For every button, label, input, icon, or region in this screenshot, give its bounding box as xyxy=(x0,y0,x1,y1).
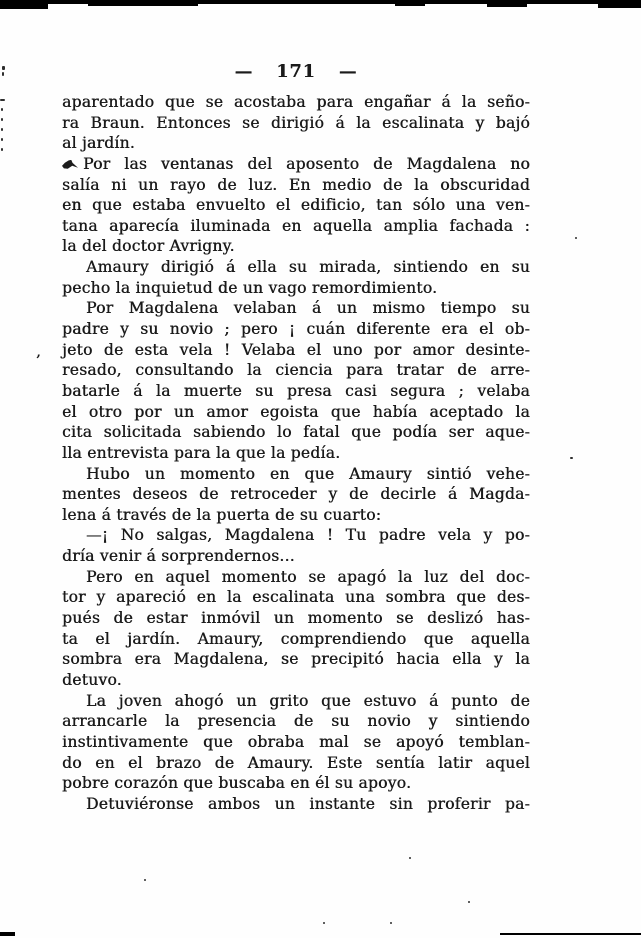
ink-flourish-icon xyxy=(62,160,78,170)
text-line: ra Braun. Entonces se dirigió á la escalinata y bajó xyxy=(62,113,530,132)
margin-comma-mark: , xyxy=(36,342,41,360)
text-line: pecho la inquietud de un vago remordimiento. xyxy=(62,278,438,297)
text-line: pués de estar inmóvil un momento se deslizó has- xyxy=(62,609,530,628)
scan-speck xyxy=(570,457,573,459)
text-line: sombra era Magdalena, se precipitó hacia ella y la xyxy=(62,650,530,669)
text-line: la del doctor Avrigny. xyxy=(62,237,235,256)
text-line: La joven ahogó un grito que estuvo á punto de xyxy=(86,691,530,710)
text-line: do en el brazo de Amaury. Este sentía latir aquel xyxy=(62,753,530,772)
scan-speck xyxy=(1,148,3,151)
page-number-header: — 171 — xyxy=(234,62,358,82)
text-line: Pero en aquel momento se apagó la luz del doc- xyxy=(86,567,530,586)
scan-speck xyxy=(390,922,392,924)
text-line: el otro por un amor egoista que había aceptado la xyxy=(62,402,530,421)
text-line: pobre corazón que buscaba en él su apoyo. xyxy=(62,774,412,793)
text-line: —¡ No salgas, Magdalena ! Tu padre vela y po- xyxy=(86,526,530,545)
scan-speck xyxy=(1,138,3,141)
scan-edge-artifact xyxy=(395,0,425,6)
scan-speck xyxy=(575,237,577,239)
text-line: dría venir á sorprendernos... xyxy=(62,547,295,566)
scan-speck xyxy=(2,72,4,76)
scan-edge-artifact-bottom-right xyxy=(500,933,641,935)
text-line: al jardín. xyxy=(62,134,135,153)
scan-speck xyxy=(323,922,325,924)
scan-speck xyxy=(468,901,470,903)
text-line: cita solicitada sabiendo lo fatal que podía ser aque- xyxy=(62,423,530,442)
scan-edge-artifact-top-left xyxy=(0,0,48,9)
scan-edge-artifact xyxy=(487,0,527,7)
scan-speck xyxy=(0,99,5,101)
text-line: salía ni un rayo de luz. En medio de la obscuridad xyxy=(62,175,530,194)
text-line: ta el jardín. Amaury, comprendiendo que aquella xyxy=(62,629,530,648)
text-line: en que estaba envuelto el edificio, tan sólo una ven- xyxy=(62,196,530,215)
text-line: padre y su novio ; pero ¡ cuán diferente era el ob- xyxy=(62,320,530,339)
text-line: instintivamente que obraba mal se apoyó temblan- xyxy=(62,732,530,751)
text-line: Hubo un momento en que Amaury sintió vehe- xyxy=(86,464,530,483)
text-line: Por Magdalena velaban á un mismo tiempo su xyxy=(86,299,530,318)
scan-edge-artifact-bottom-left xyxy=(0,932,15,936)
text-line: tana aparecía iluminada en aquella amplia fachada : xyxy=(62,216,530,235)
text-line: aparentado que se acostaba para engañar á la seño- xyxy=(62,93,530,111)
text-line xyxy=(62,154,530,175)
text-line: Amaury dirigió á ella su mirada, sintiendo en su xyxy=(86,258,530,277)
body-text-block xyxy=(36,92,530,814)
scan-speck xyxy=(409,857,411,859)
text-line: jeto de esta vela ! Velaba el uno por amor desinte- xyxy=(62,340,530,359)
scan-edge-artifact xyxy=(598,0,641,8)
text-line: detuvo. xyxy=(62,670,122,689)
text-line: arrancarle la presencia de su novio y sintiendo xyxy=(62,712,530,731)
text-line: batarle á la muerte su presa casi segura ; velaba xyxy=(62,381,530,400)
scan-edge-artifact xyxy=(88,0,198,6)
text-line: lena á través de la puerta de su cuarto: xyxy=(62,505,382,524)
scan-speck xyxy=(1,108,3,111)
scan-speck xyxy=(2,66,5,70)
scan-speck xyxy=(1,118,3,121)
scan-speck xyxy=(144,879,146,881)
text-line-content: Por las ventanas del aposento de Magdalena no xyxy=(83,154,530,173)
text-line: Detuviéronse ambos un instante sin proferir pa- xyxy=(86,794,530,813)
text-line: mentes deseos de retroceder y de decirle á Magda- xyxy=(62,485,530,504)
text-line: lla entrevista para la que la pedía. xyxy=(62,443,341,462)
text-line: resado, consultando la ciencia para tratar de arre- xyxy=(62,361,530,380)
text-line: tor y apareció en la escalinata una sombra que des- xyxy=(62,588,530,607)
scan-speck xyxy=(1,128,3,131)
